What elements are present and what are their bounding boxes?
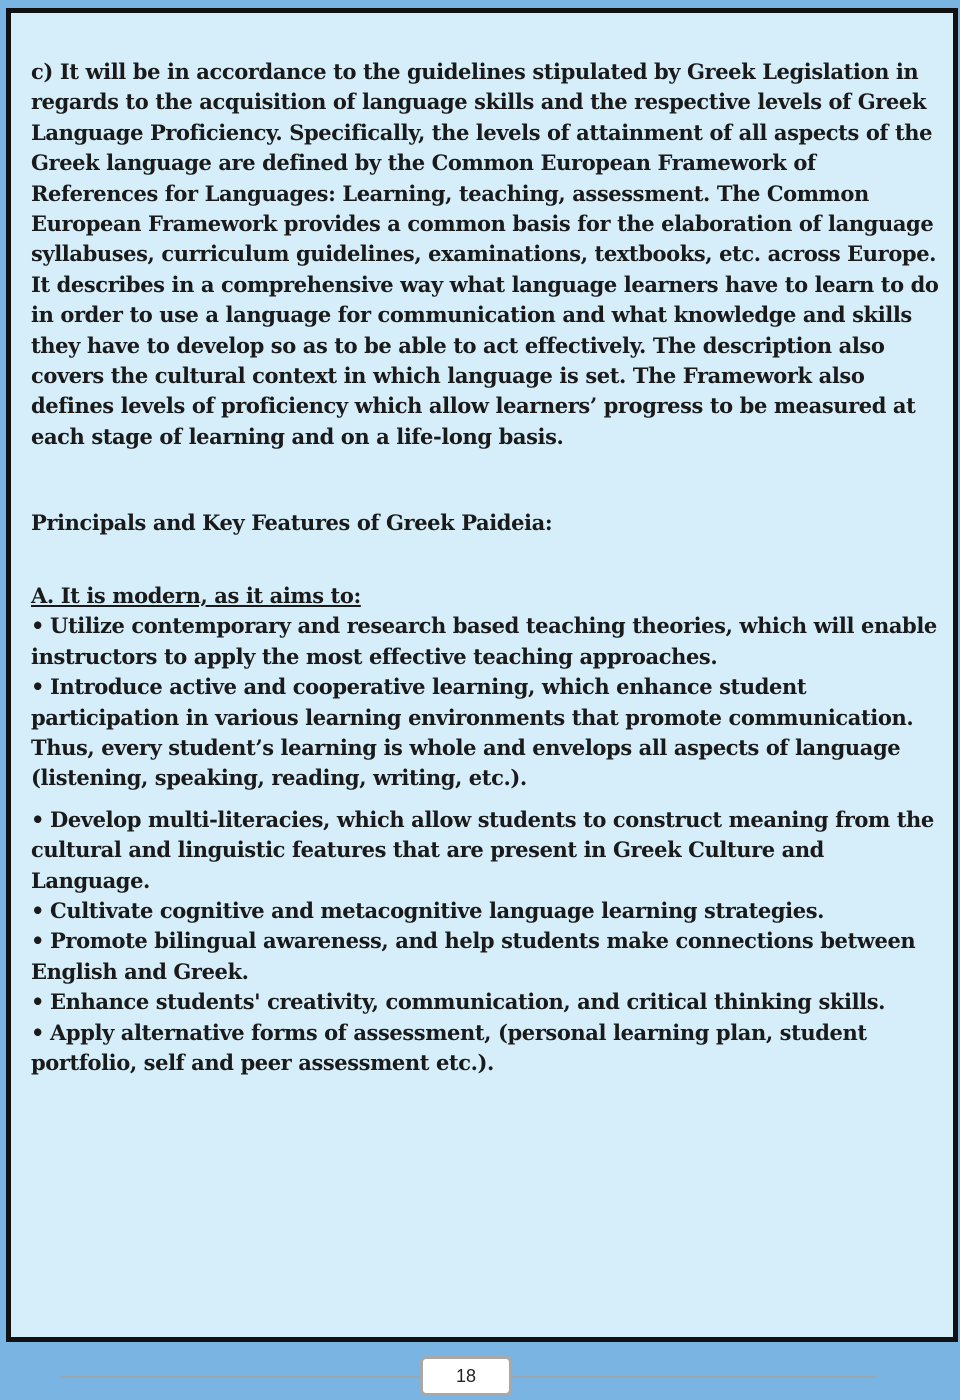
list-item [31, 896, 943, 926]
list-item-text: Apply alternative forms of assessment, (personal learning plan, student portfolio, self and peer assessment etc.). [31, 1019, 867, 1076]
list-item [31, 805, 943, 896]
list-item-text: Develop multi-literacies, which allow students to construct meaning from the cultural and linguistic features that are present in Greek Culture and Language. [31, 806, 934, 893]
subsection-a-heading: A. It is modern, as it aims to: [31, 583, 361, 608]
list-item [31, 926, 943, 987]
page-number: 18 [420, 1356, 512, 1396]
bullet-icon: • [31, 806, 45, 832]
list-item [31, 1018, 943, 1079]
section-heading: Principals and Key Features of Greek Paideia: [31, 510, 553, 535]
list-item-text: Enhance students' creativity, communication, and critical thinking skills. [50, 989, 886, 1015]
list-item-text: Introduce active and cooperative learning, which enhance student participation in various learning environments that promote communication. Thus, every student’s learning is whole and envelops all aspects of language (listening, speaking, reading, writing, etc.). [31, 674, 914, 791]
list-item-text: Promote bilingual awareness, and help students make connections between English and Greek. [31, 928, 916, 984]
list-item [31, 987, 943, 1017]
list-item [31, 611, 943, 672]
bullet-icon: • [31, 928, 45, 954]
page-frame [6, 8, 958, 1342]
subsection-a [31, 581, 943, 1079]
bullet-icon: • [31, 674, 45, 700]
list-item-text: Cultivate cognitive and metacognitive language learning strategies. [50, 898, 825, 924]
document-content [31, 57, 943, 1076]
list-item-text: Utilize contemporary and research based teaching theories, which will enable instructors to apply the most effective teaching approaches. [31, 613, 937, 669]
bullet-icon: • [31, 989, 45, 1015]
bullet-icon: • [31, 613, 45, 639]
paragraph-c: c) It will be in accordance to the guidelines stipulated by Greek Legislation in regards to the acquisition of language skills and the respective levels of Greek Language Proficiency. Specifically, the levels of attainment of all aspects of the Greek language are defined by the Common European Framework of References for Languages: Learning, teaching, assessment. The Common European Framework provides a common basis for the elaboration of language syllabuses, curriculum guidelines, examinations, textbooks, etc. across Europe. It describes in a comprehensive way what language learners have to learn to do in order to use a language for communication and what knowledge and skills they have to develop so as to be able to act effectively. The description also covers the cultural context in which language is set. The Framework also defines levels of proficiency which allow learners’ progress to be measured at each stage of learning and on a life-long basis. [31, 59, 939, 449]
bullet-icon: • [31, 1019, 45, 1045]
bullet-icon: • [31, 898, 45, 924]
page-footer [0, 1344, 960, 1400]
list-item [31, 672, 943, 794]
